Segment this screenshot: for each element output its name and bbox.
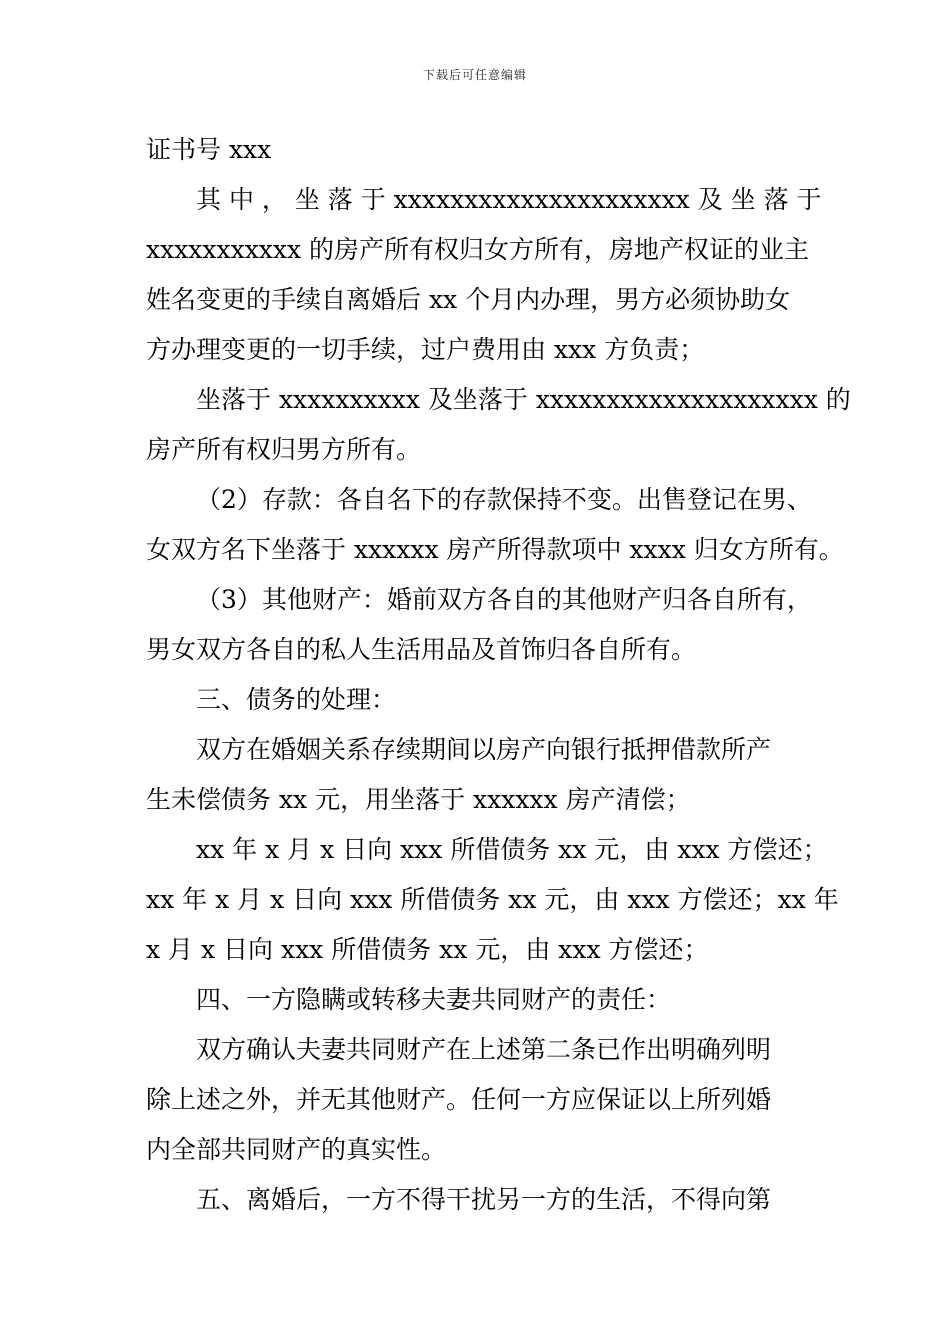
text-line: x 月 x 日向 xxx 所借债务 xx 元，由 xxx 方偿还； bbox=[146, 935, 709, 964]
text-line: 双方确认夫妻共同财产在上述第二条已作出明确列明 bbox=[196, 1035, 772, 1064]
text-line: xxxxxxxxxxx 的房产所有权归女方所有，房地产权证的业主 bbox=[146, 235, 810, 264]
text-line: 坐落于 xxxxxxxxxx 及坐落于 xxxxxxxxxxxxxxxxxxxx 的 bbox=[196, 385, 851, 414]
text-line: 内全部共同财产的真实性。 bbox=[146, 1135, 447, 1164]
text-line: 房产所有权归男方所有。 bbox=[146, 435, 422, 464]
text-line: （3）其他财产：婚前双方各自的其他财产归各自所有， bbox=[196, 585, 812, 614]
text-line: 方办理变更的一切手续，过户费用由 xxx 方负责； bbox=[146, 335, 705, 364]
section-heading: 四、一方隐瞒或转移夫妻共同财产的责任： bbox=[196, 985, 672, 1014]
section-heading: 五、离婚后，一方不得干扰另一方的生活，不得向第 bbox=[196, 1185, 772, 1214]
text-line: 生未偿债务 xx 元，用坐落于 xxxxxx 房产清偿； bbox=[146, 785, 691, 814]
text-line: 除上述之外，并无其他财产。任何一方应保证以上所列婚 bbox=[146, 1085, 772, 1114]
text-line: 男女双方各自的私人生活用品及首饰归各自所有。 bbox=[146, 635, 697, 664]
text-line: xx 年 x 月 x 日向 xxx 所借债务 xx 元，由 xxx 方偿还； bbox=[196, 835, 828, 864]
page-header: 下载后可任意编辑 bbox=[422, 68, 527, 82]
text-line: 女双方名下坐落于 xxxxxx 房产所得款项中 xxxx 归女方所有。 bbox=[146, 535, 844, 564]
text-line: 其 中 ， 坐 落 于 xxxxxxxxxxxxxxxxxxxxx 及 坐 落 于 bbox=[196, 185, 822, 214]
section-heading: 三、债务的处理： bbox=[196, 685, 397, 714]
text-line: 证书号 xxx bbox=[146, 135, 272, 164]
text-line: 双方在婚姻关系存续期间以房产向银行抵押借款所产 bbox=[196, 735, 772, 764]
text-line: 姓名变更的手续自离婚后 xx 个月内办理，男方必须协助女 bbox=[146, 285, 791, 314]
text-line: xx 年 x 月 x 日向 xxx 所借债务 xx 元，由 xxx 方偿还；xx 年 bbox=[146, 885, 839, 914]
text-line: （2）存款：各自名下的存款保持不变。出售登记在男、 bbox=[196, 485, 812, 514]
